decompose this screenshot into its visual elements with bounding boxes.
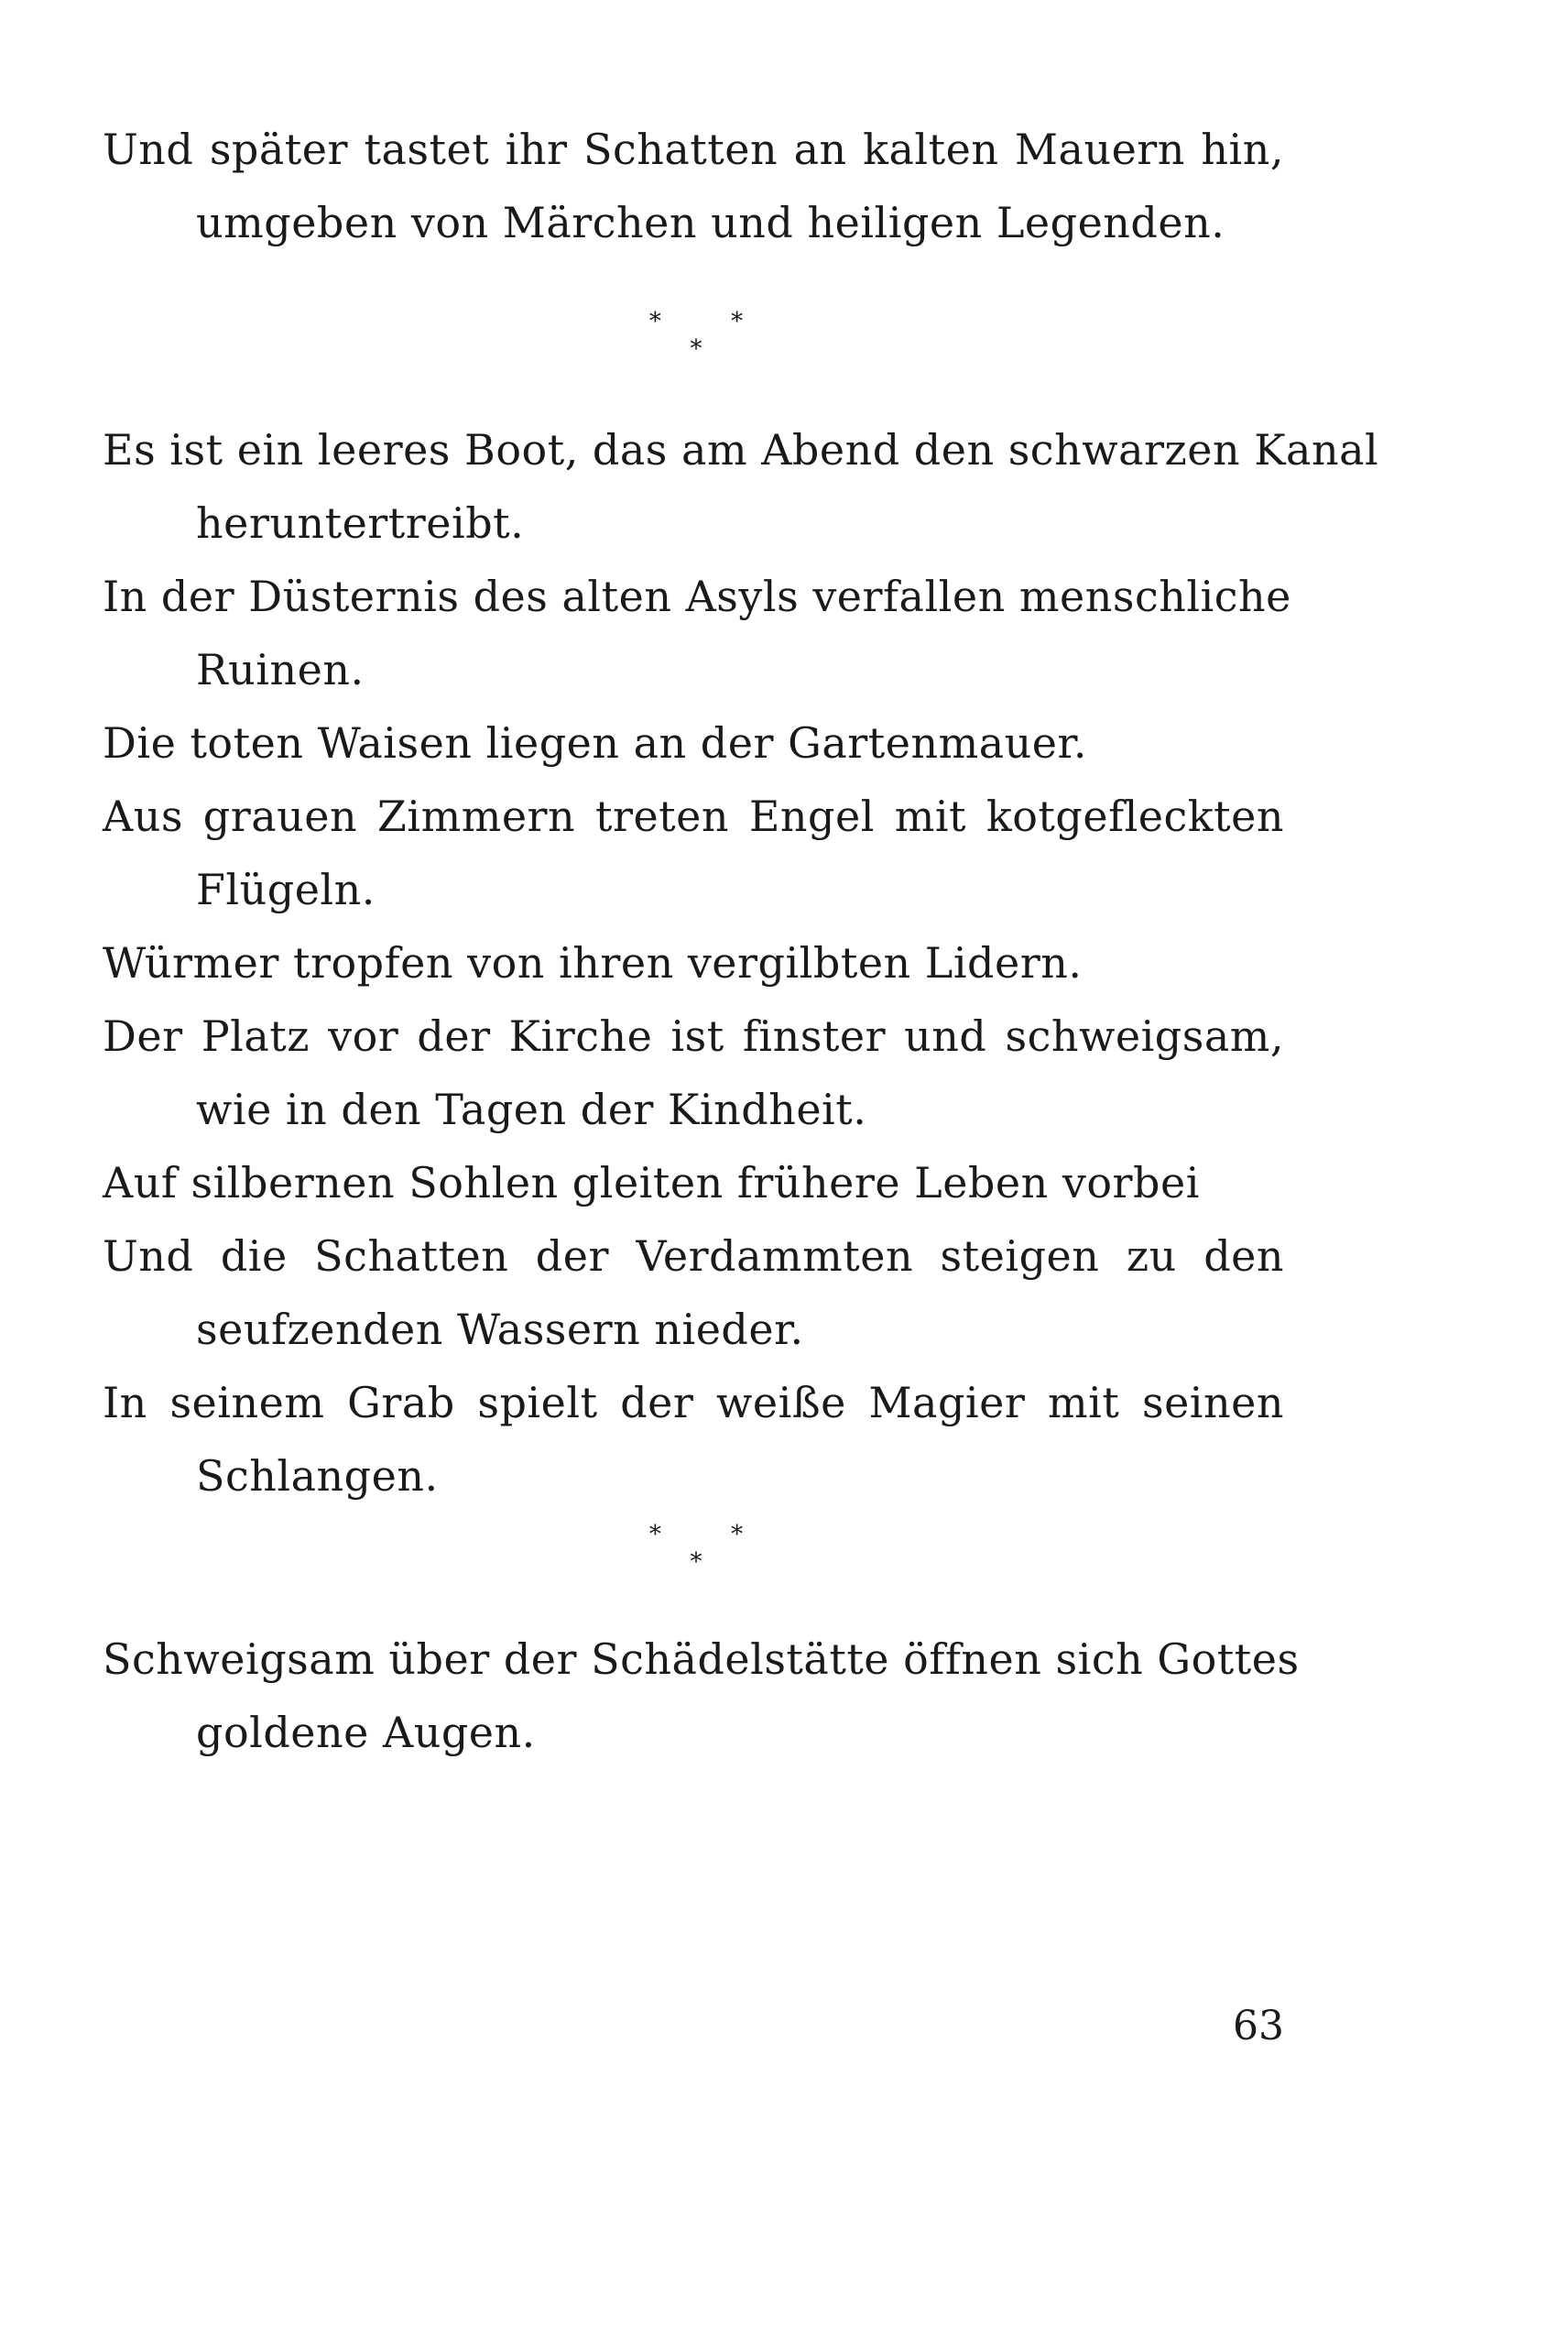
poem-line-continuation: goldene Augen. bbox=[196, 1708, 536, 1757]
poem-line: Und später tastet ihr Schatten an kalten Mauern hin, bbox=[103, 125, 1284, 174]
section-separator: * * * bbox=[648, 308, 775, 363]
poem-line-continuation: Schlangen. bbox=[196, 1451, 439, 1501]
poem-line: Schweigsam über der Schädelstätte öffnen sich Gottes bbox=[103, 1634, 1300, 1684]
poem-line: In seinem Grab spielt der weiße Magier mit seinen bbox=[103, 1378, 1284, 1427]
poem-line-continuation: Ruinen. bbox=[196, 645, 365, 694]
poem-line: Es ist ein leeres Boot, das am Abend den schwarzen Kanal bbox=[103, 425, 1379, 475]
poem-line-continuation: seufzenden Wassern nieder. bbox=[196, 1305, 804, 1354]
poem-line: In der Düsternis des alten Asyls verfallen menschliche bbox=[103, 572, 1291, 621]
poem-line: Die toten Waisen liegen an der Gartenmauer. bbox=[103, 718, 1088, 768]
page-number: 63 bbox=[1233, 2003, 1284, 2049]
poem-line-continuation: heruntertreibt. bbox=[196, 498, 525, 548]
poem-line: Aus grauen Zimmern treten Engel mit kotgefleckten bbox=[103, 792, 1284, 841]
poem-line: Und die Schatten der Verdammten steigen zu den bbox=[103, 1231, 1284, 1281]
poem-line-continuation: Flügeln. bbox=[196, 865, 376, 914]
section-separator: * * * bbox=[648, 1521, 775, 1576]
poem-line: Würmer tropfen von ihren vergilbten Lidern. bbox=[103, 938, 1083, 988]
poem-line: Auf silbernen Sohlen gleiten frühere Leben vorbei bbox=[103, 1158, 1200, 1207]
poem-line-continuation: umgeben von Märchen und heiligen Legenden. bbox=[196, 198, 1225, 247]
poem-line-continuation: wie in den Tagen der Kindheit. bbox=[196, 1085, 867, 1134]
poem-line: Der Platz vor der Kirche ist finster und schweigsam, bbox=[103, 1011, 1284, 1061]
